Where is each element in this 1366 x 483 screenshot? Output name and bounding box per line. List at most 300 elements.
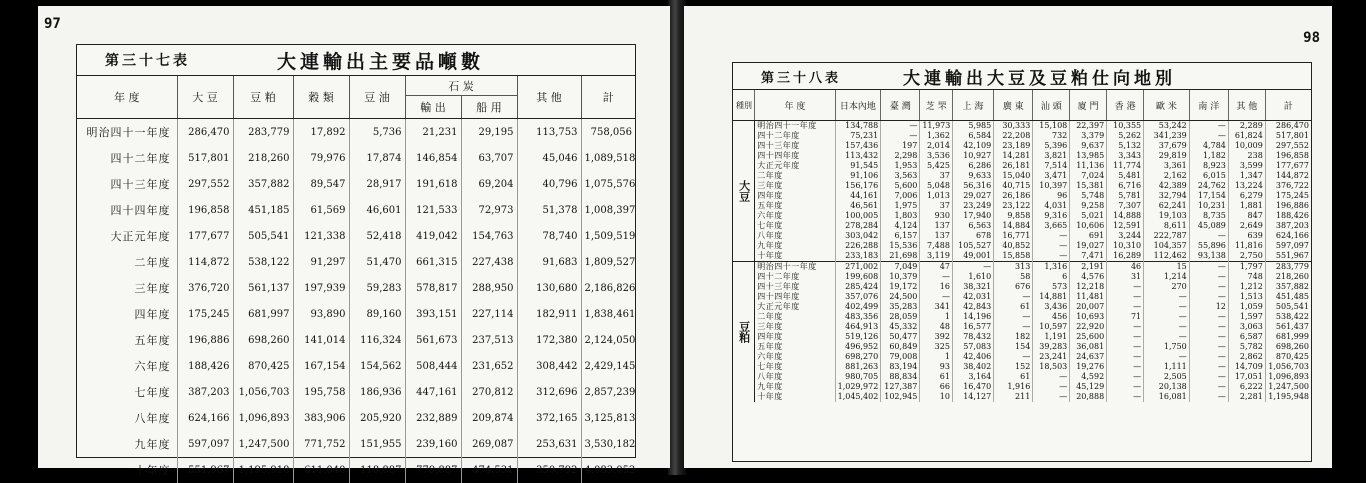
cell-value: 5,396 [1033,141,1070,151]
cell-value: 2,862 [1228,352,1265,362]
cell-value: — [1107,372,1144,382]
cell-value: 79,008 [881,352,920,362]
cell-value: — [920,272,953,282]
table-37-title: 大連輸出主要品噸數 [277,50,485,73]
cell-value: 12 [1189,302,1228,312]
cell-value: 376,722 [1275,181,1309,190]
table-row [733,231,1311,241]
cell-ship: 63,707 [461,145,517,171]
cell-oil: 116,324 [349,327,405,353]
cell-soy: 387,203 [177,379,233,405]
row-year: 三年度 [77,275,177,301]
cell-value: 624,166 [1275,231,1309,240]
r-col-header: 南 洋 [1189,90,1228,121]
cell-value: 2,649 [1228,221,1265,231]
cell-value: 226,288 [835,241,881,251]
cell-value: 5,132 [1107,141,1144,151]
cell-value: 505,541 [1275,302,1309,311]
cell-total: 1,509,519 [584,230,636,242]
row-year: 二年度 [77,249,177,275]
cell-grain: 611,040 [293,457,349,483]
cell-value: 175,245 [1275,191,1309,200]
row-year: 四十二年度 [755,272,835,282]
cell-value: 21,698 [881,251,920,262]
cell-cake: 505,541 [233,223,293,249]
cell-value: — [1189,342,1228,352]
cell-value: 22,397 [1070,121,1107,132]
table-row [733,312,1311,322]
cell-value: 196,886 [1275,201,1309,210]
cell-value: 144,872 [1275,171,1309,180]
table-38-number: 第三十八表 [761,70,842,86]
cell-value: 297,552 [1275,141,1309,150]
cell-value: 11,774 [1107,161,1144,171]
cell-value: 15 [1144,262,1190,273]
table-row [733,282,1311,292]
cell-value: 2,281 [1228,392,1265,402]
table-row [733,241,1311,251]
cell-total: 4,083,052 [584,464,636,476]
r-col-header: 芝 罘 [920,90,953,121]
cell-value: 20,007 [1070,302,1107,312]
cell-value: 105,527 [952,241,993,251]
table-row [733,292,1311,302]
cell-total: 2,429,145 [584,360,636,372]
row-year: 六年度 [755,211,835,221]
cell-ship: 474,531 [461,457,517,483]
category-label: 大豆 [733,121,755,262]
cell-oil: 205,920 [349,405,405,431]
cell-value: 3,164 [952,372,993,382]
cell-value: 56,316 [952,181,993,191]
cell-value: 188,426 [1275,211,1309,220]
cell-value: 517,801 [1275,131,1309,140]
cell-export: 146,854 [405,145,461,171]
cell-value: 14,281 [994,151,1033,161]
row-year: 三年度 [755,322,835,332]
cell-other: 172,380 [517,327,581,353]
table-row [733,211,1311,221]
right-page [684,6,1332,468]
row-year: 六年度 [755,352,835,362]
cell-value: 3,599 [1228,161,1265,171]
cell-value: — [1033,241,1070,251]
cell-oil: 89,160 [349,301,405,327]
cell-value: 197 [881,141,920,151]
cell-value: — [994,352,1033,362]
cell-value: 597,097 [1275,241,1309,250]
cell-value: 238 [1228,151,1265,161]
cell-value: — [1189,332,1228,342]
cell-cake: 681,997 [233,301,293,327]
cell-value: — [1107,282,1144,292]
cell-value: 483,356 [835,312,881,322]
cell-value: 698,270 [835,352,881,362]
cell-value: 313 [994,262,1033,273]
cell-value: 14,127 [952,392,993,402]
cell-value: 573 [1033,282,1070,292]
table-37-grid [77,76,635,483]
cell-value: 10,927 [952,151,993,161]
cell-value: 11,973 [920,121,953,132]
cell-value: 60,849 [881,342,920,352]
cell-cake: 561,137 [233,275,293,301]
cell-value: 17,940 [952,211,993,221]
cell-value: 3,536 [920,151,953,161]
row-year: 四十四年度 [77,197,177,223]
cell-value: 36,081 [1070,342,1107,352]
cell-value: 1,214 [1144,272,1190,282]
cell-value: 14,884 [994,221,1033,231]
cell-value: 357,882 [1275,282,1309,291]
cell-ship: 269,087 [461,431,517,457]
cell-value: 519,126 [835,332,881,342]
cell-value: 57,083 [952,342,993,352]
cell-value: 137 [920,231,953,241]
cell-value: 104,357 [1144,241,1190,251]
cell-value: 127,387 [881,382,920,392]
cell-oil: 28,917 [349,171,405,197]
cell-value: 199,608 [835,272,881,282]
cell-value: 7,024 [1070,171,1107,181]
cell-value: 283,779 [1265,262,1311,273]
cell-value: 17,051 [1228,372,1265,382]
cell-value: — [994,292,1033,302]
cell-value: 1,247,500 [1268,382,1309,391]
table-row [733,151,1311,161]
cell-value: 28,059 [881,312,920,322]
r-col-header: 歐 米 [1144,90,1190,121]
table-row [733,372,1311,382]
r-col-header: 上 海 [952,90,993,121]
cell-grain: 383,906 [293,405,349,431]
cell-value: 3,563 [881,171,920,181]
cell-value: 3,379 [1070,131,1107,141]
cell-oil: 59,283 [349,275,405,301]
cell-value: 2,289 [1228,121,1265,132]
cell-value: 3,665 [1033,221,1070,231]
cell-ship: 270,812 [461,379,517,405]
cell-value: 211 [994,392,1033,402]
cell-value: 112,462 [1144,251,1190,262]
row-year: 十年度 [77,457,177,483]
cell-value: 10,231 [1189,201,1228,211]
cell-cake: 218,260 [233,145,293,171]
cell-value: 3,821 [1033,151,1070,161]
row-year: 二年度 [755,312,835,322]
cell-value: 42,031 [952,292,993,302]
table-row [733,382,1311,392]
cell-grain: 89,547 [293,171,349,197]
cell-value: 286,470 [1275,121,1309,130]
cell-value: 11,136 [1070,161,1107,171]
cell-value: 451,485 [1275,292,1309,301]
cell-value: 13,224 [1228,181,1265,191]
table-row [77,171,635,197]
cell-soy: 188,426 [177,353,233,379]
cell-oil: 118,887 [349,457,405,483]
cell-grain: 61,569 [293,197,349,223]
cell-value: — [1189,352,1228,362]
cell-value: — [1144,322,1190,332]
cell-value: 22,920 [1070,322,1107,332]
cell-value: 7,488 [920,241,953,251]
cell-value: 17,154 [1189,191,1228,201]
table-row [77,119,635,146]
cell-total: 758,056 [590,126,632,138]
cell-value: 19,276 [1070,362,1107,372]
cell-export: 419,042 [405,223,461,249]
cell-value: 10,597 [1033,322,1070,332]
cell-value: 3,436 [1033,302,1070,312]
cell-value: 496,952 [835,342,881,352]
cell-value: — [1144,332,1190,342]
table-row [77,327,635,353]
cell-value: 49,001 [952,251,993,262]
cell-value: 12,218 [1070,282,1107,292]
table-row [77,353,635,379]
cell-other: 312,696 [517,379,581,405]
cell-value: 12,591 [1107,221,1144,231]
row-year: 明治四十一年度 [755,262,835,273]
cell-value: 1,610 [952,272,993,282]
cell-value: 40,715 [994,181,1033,191]
cell-ship: 209,874 [461,405,517,431]
row-year: 八年度 [755,372,835,382]
cell-total: 2,186,826 [584,282,636,294]
cell-value: 1,975 [881,201,920,211]
col-cake: 豆 粕 [233,76,293,119]
row-year: 四十三年度 [755,282,835,292]
cell-value: 1,191 [1033,332,1070,342]
cell-value: 154 [994,342,1033,352]
cell-export: 561,673 [405,327,461,353]
cell-total: 1,075,576 [584,178,636,190]
cell-value: 62,241 [1144,201,1190,211]
cell-soy: 376,720 [177,275,233,301]
table-row [733,221,1311,231]
cell-value: 4,031 [1033,201,1070,211]
cell-value: 6,222 [1228,382,1265,392]
row-year: 明治四十一年度 [77,119,177,146]
cell-value: 270 [1144,282,1190,292]
cell-value: 48 [920,322,953,332]
row-year: 八年度 [755,231,835,241]
row-year: 十年度 [755,392,835,402]
cell-value: — [1107,382,1144,392]
cell-soy: 551,967 [177,457,233,483]
table-row [733,131,1311,141]
row-year: 四十三年度 [77,171,177,197]
row-year: 四十三年度 [755,141,835,151]
cell-value: 7,471 [1070,251,1107,262]
cell-value: 6,716 [1107,181,1144,191]
cell-export: 508,444 [405,353,461,379]
cell-export: 232,889 [405,405,461,431]
cell-ship: 227,114 [461,301,517,327]
cell-oil: 186,936 [349,379,405,405]
row-year: 九年度 [77,431,177,457]
row-year: 四十四年度 [755,151,835,161]
cell-total: 3,530,182 [584,438,636,450]
cell-oil: 154,562 [349,353,405,379]
cell-value: 5,048 [920,181,953,191]
cell-other: 253,631 [517,431,581,457]
cell-value: 20,138 [1144,382,1190,392]
cell-value: — [1144,302,1190,312]
category-label: 豆粕 [733,262,755,403]
table-38-title: 大連輸出大豆及豆粕仕向地別 [903,68,1176,89]
row-year: 四十二年度 [77,145,177,171]
cell-value: 1,013 [920,191,953,201]
row-year: 九年度 [755,241,835,251]
cell-value: 16,289 [1107,251,1144,262]
row-year: 四十四年度 [755,292,835,302]
cell-value: 1,881 [1228,201,1265,211]
table-row [77,301,635,327]
cell-value: 83,194 [881,362,920,372]
cell-value: 5,748 [1070,191,1107,201]
table-row [733,362,1311,372]
cell-value: 196,858 [1275,151,1309,160]
cell-value: 681,999 [1275,332,1309,341]
cell-cake: 538,122 [233,249,293,275]
cell-value: 9,316 [1033,211,1070,221]
cell-grain: 79,976 [293,145,349,171]
cell-grain: 17,892 [293,119,349,146]
cell-value: 15,536 [881,241,920,251]
cell-value: 58 [994,272,1033,282]
cell-value: 16,081 [1144,392,1190,402]
cell-value: 7,514 [1033,161,1070,171]
cell-value: 1,916 [994,382,1033,392]
cell-ship: 29,195 [461,119,517,146]
cell-value: 24,762 [1189,181,1228,191]
cell-value: 45,089 [1189,221,1228,231]
cell-oil: 17,874 [349,145,405,171]
cell-value: 9,637 [1070,141,1107,151]
cell-export: 239,160 [405,431,461,457]
cell-value: 55,896 [1189,241,1228,251]
row-year: 十年度 [755,251,835,262]
cell-value: 1,953 [881,161,920,171]
cell-value: 2,014 [920,141,953,151]
cell-value: 6,015 [1189,171,1228,181]
cell-ship: 227,438 [461,249,517,275]
cell-oil: 151,955 [349,431,405,457]
cell-value: 23,241 [1033,352,1070,362]
cell-value: 71 [1107,312,1144,322]
row-year: 三年度 [755,181,835,191]
table-row [733,141,1311,151]
cell-value: 61 [994,372,1033,382]
cell-value: 24,500 [881,292,920,302]
cell-value: — [1189,292,1228,302]
cell-grain: 197,939 [293,275,349,301]
cell-value: 45,129 [1070,382,1107,392]
table-row [733,332,1311,342]
cell-value: 1,347 [1228,171,1265,181]
cell-value: 20,888 [1070,392,1107,402]
cell-value: 26,181 [994,161,1033,171]
cell-value: 3,343 [1107,151,1144,161]
cell-soy: 597,097 [177,431,233,457]
cell-value: 1,212 [1228,282,1265,292]
cell-value: 96 [1033,191,1070,201]
cell-value: 5,781 [1107,191,1144,201]
r-col-header: 香 港 [1107,90,1144,121]
cell-other: 78,740 [517,223,581,249]
cell-value: 16,470 [952,382,993,392]
table-row [77,197,635,223]
cell-value: 42,406 [952,352,993,362]
cell-value: 14,709 [1228,362,1265,372]
table-row [733,392,1311,402]
cell-value: 5,782 [1228,342,1265,352]
col-oil: 豆 油 [349,76,405,119]
table-row [733,352,1311,362]
cell-value: 732 [1033,131,1070,141]
r-col-header: 廈 門 [1070,90,1107,121]
row-year: 四年度 [755,332,835,342]
cell-value: 285,424 [835,282,881,292]
page-number-left: 97 [44,16,61,32]
cell-value: 748 [1228,272,1265,282]
table-row [733,302,1311,312]
col-year: 年 度 [77,76,177,119]
r-col-header: 日本內地 [835,90,881,121]
cell-value: 113,432 [835,151,881,161]
cell-cake: 698,260 [233,327,293,353]
cell-oil: 46,601 [349,197,405,223]
cell-value: 11,816 [1228,241,1265,251]
table-row [733,342,1311,352]
row-year: 二年度 [755,171,835,181]
cell-value: 15,858 [994,251,1033,262]
cell-value: 23,249 [952,201,993,211]
table-37-title-row [77,45,635,76]
cell-value: 137 [920,221,953,231]
r-col-header: 臺 灣 [881,90,920,121]
cell-value: 402,499 [835,302,881,312]
table-row [733,121,1311,132]
r-col-header: 其 他 [1228,90,1265,121]
table-row [733,161,1311,171]
table-row [733,262,1311,273]
cell-value: 676 [994,282,1033,292]
row-year: 五年度 [77,327,177,353]
cell-total: 1,089,518 [584,152,636,164]
cell-other: 51,378 [517,197,581,223]
cell-value: — [1189,392,1228,402]
cell-other: 182,911 [517,301,581,327]
cell-value: — [1189,312,1228,322]
cell-value: 91,545 [835,161,881,171]
left-page [38,6,670,477]
cell-value: 6,587 [1228,332,1265,342]
cell-cake: 451,185 [233,197,293,223]
cell-value: 15,040 [994,171,1033,181]
cell-soy: 297,552 [177,171,233,197]
cell-value: — [1189,362,1228,372]
cell-value: 1,182 [1189,151,1228,161]
cell-value: — [1033,382,1070,392]
cell-value: 5,262 [1107,131,1144,141]
cell-value: 1,096,893 [1268,372,1309,381]
cell-soy: 114,872 [177,249,233,275]
cell-value: 40,852 [994,241,1033,251]
table-row [77,223,635,249]
